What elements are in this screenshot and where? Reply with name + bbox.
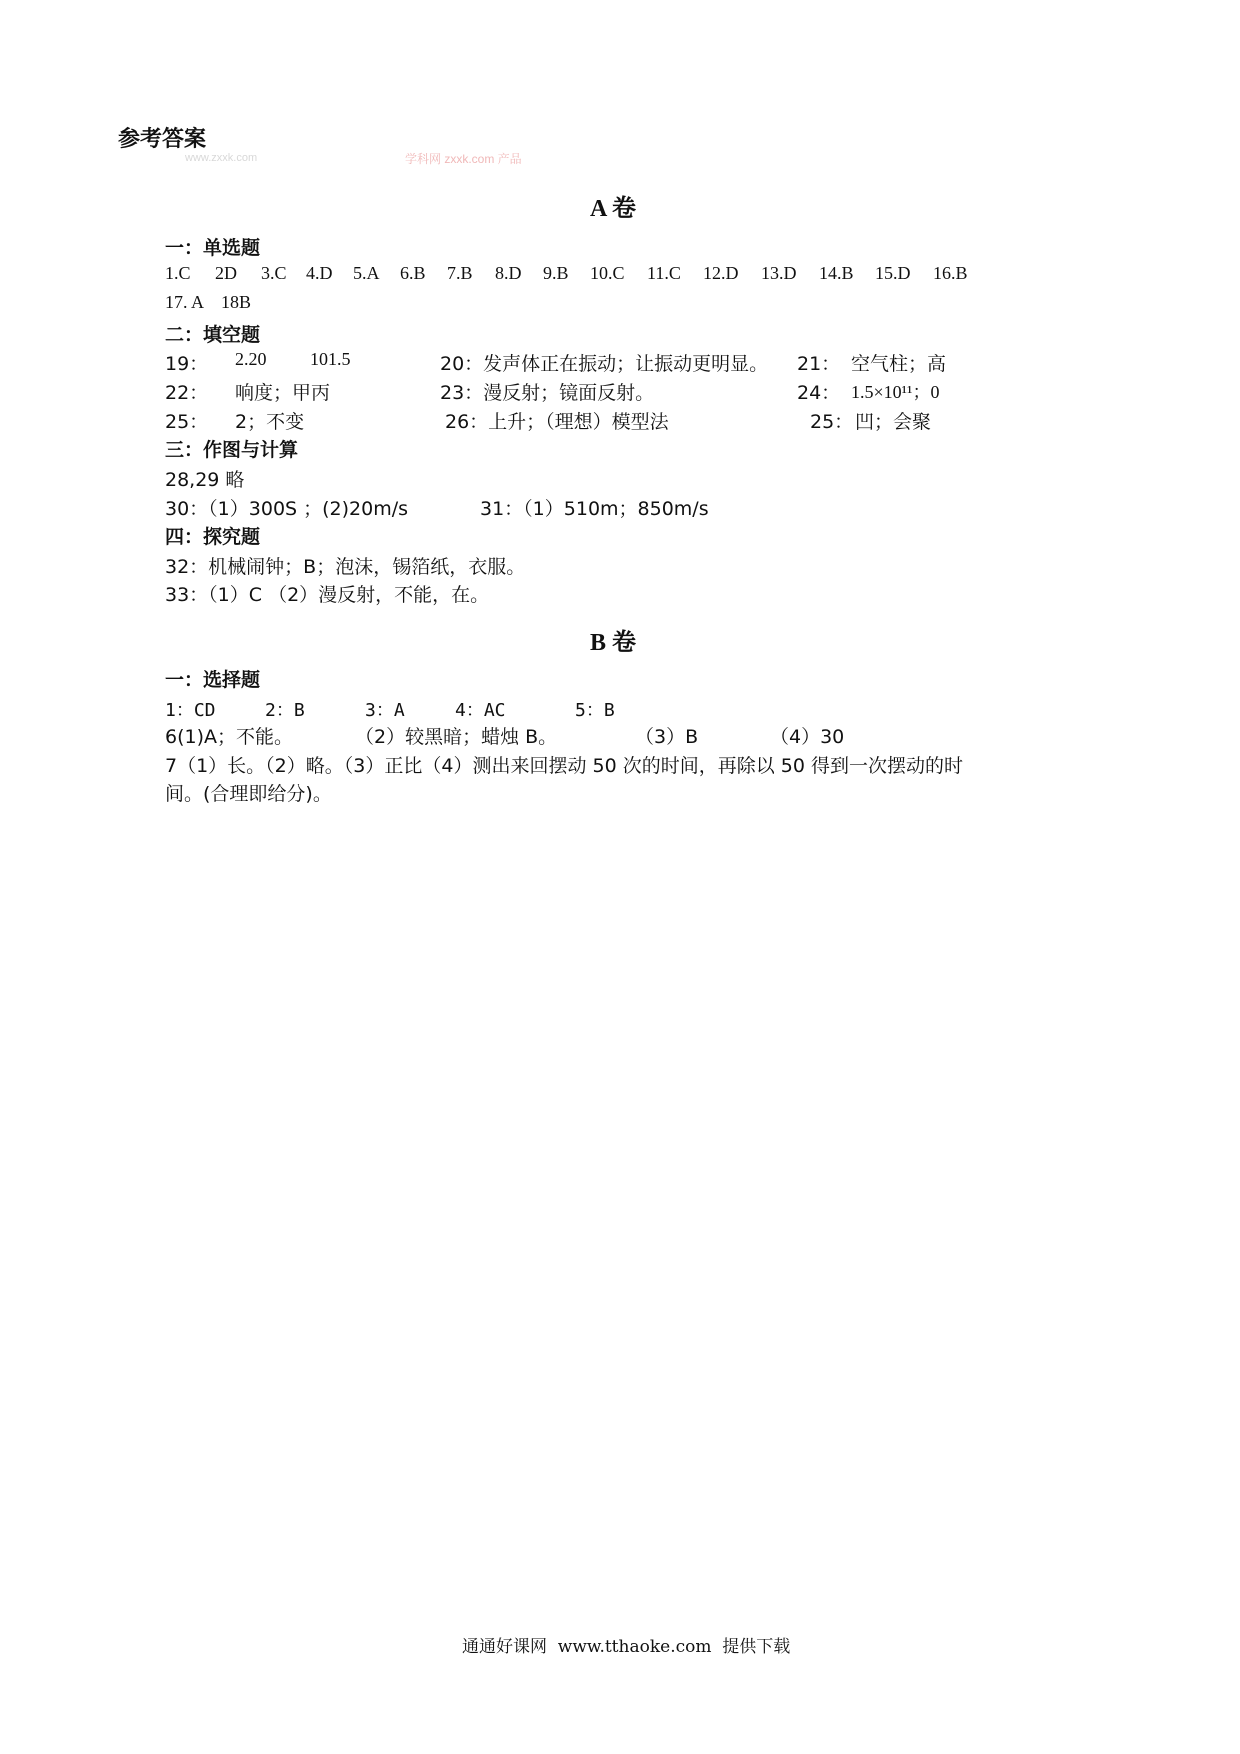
q22-number: 22： <box>165 382 209 404</box>
section-fill-blank-label: 二：填空题 <box>165 324 261 346</box>
q19-number: 19： <box>165 353 209 375</box>
q19-answer-a: 2.20 <box>235 349 267 369</box>
q19-answer-b: 101.5 <box>310 349 351 369</box>
q32-answer: 32：机械闹钟；B；泡沫，锡箔纸，衣服。 <box>165 556 526 578</box>
answer-6: 6.B <box>400 263 426 283</box>
watermark-left: www.zxxk.com <box>185 152 258 164</box>
section-drawing-calc-label: 三：作图与计算 <box>165 439 299 461</box>
answer-16: 16.B <box>933 263 968 283</box>
answer-1: 1.C <box>165 263 191 283</box>
answer-7: 7.B <box>447 263 473 283</box>
q25b-number: 25： <box>810 411 854 433</box>
b-answer-1: 1：CD <box>165 700 216 721</box>
b-answer-4: 4：AC <box>455 700 506 721</box>
answer-13: 13.D <box>761 263 797 283</box>
b-q6-part4: （4）30 <box>770 726 845 748</box>
answer-10: 10.C <box>590 263 625 283</box>
answer-8: 8.D <box>495 263 522 283</box>
q25b-answer: 凹；会聚 <box>855 411 932 433</box>
answer-5: 5.A <box>353 263 380 283</box>
answer-3: 3.C <box>261 263 287 283</box>
answer-11: 11.C <box>647 263 681 283</box>
b-q6-part2: （2）较黑暗；蜡烛 B。 <box>355 726 558 748</box>
q24-number: 24： <box>797 382 841 404</box>
b-answer-3: 3：A <box>365 700 405 721</box>
b-q7-answer-line2: 间。(合理即给分)。 <box>165 783 332 805</box>
section-single-choice-label: 一：单选题 <box>165 237 261 259</box>
q31-answer: 31：（1）510m；850m/s <box>480 498 709 520</box>
footer-credit: 通通好课网 www.tthaoke.com 提供下载 <box>462 1637 791 1657</box>
b-q7-answer-line1: 7（1）长。（2）略。（3）正比（4）测出来回摆动 50 次的时间，再除以 50 得到一次摆动的时 <box>165 755 963 777</box>
q25-number: 25： <box>165 411 209 433</box>
section-inquiry-label: 四：探究题 <box>165 526 261 548</box>
answer-2: 2D <box>215 263 237 283</box>
q26-answer: 26：上升；（理想）模型法 <box>445 411 669 433</box>
q24-answer: 1.5×10¹¹；0 <box>851 382 940 402</box>
b-answer-5: 5：B <box>575 700 615 721</box>
q23-answer: 23：漫反射；镜面反射。 <box>440 382 655 404</box>
answer-12: 12.D <box>703 263 739 283</box>
q33-answer: 33：（1）C （2）漫反射，不能，在。 <box>165 584 490 606</box>
q30-answer: 30：（1）300S ；(2)20m/s <box>165 498 409 520</box>
q28-29-answer: 28,29 略 <box>165 469 245 491</box>
b-q6-part1: 6(1)A；不能。 <box>165 726 293 748</box>
q22-answer: 响度；甲丙 <box>235 382 331 404</box>
q21-answer: 空气柱；高 <box>851 353 947 375</box>
answer-9: 9.B <box>543 263 569 283</box>
volume-b-title: B 卷 <box>590 630 637 656</box>
answer-14: 14.B <box>819 263 854 283</box>
single-choice-answers-line2: 17. A 18B <box>165 292 252 312</box>
page-title: 参考答案 <box>118 127 207 152</box>
answer-15: 15.D <box>875 263 911 283</box>
b-answer-2: 2：B <box>265 700 305 721</box>
b-q6-part3: （3）B <box>635 726 699 748</box>
watermark-center: 学科网 zxxk.com 产品 <box>405 152 522 166</box>
section-b-choice-label: 一：选择题 <box>165 669 261 691</box>
q25-answer: 2；不变 <box>235 411 305 433</box>
q21-number: 21： <box>797 353 841 375</box>
volume-a-title: A 卷 <box>590 196 637 222</box>
q20-answer: 20：发声体正在振动；让振动更明显。 <box>440 353 769 375</box>
answer-4: 4.D <box>306 263 333 283</box>
